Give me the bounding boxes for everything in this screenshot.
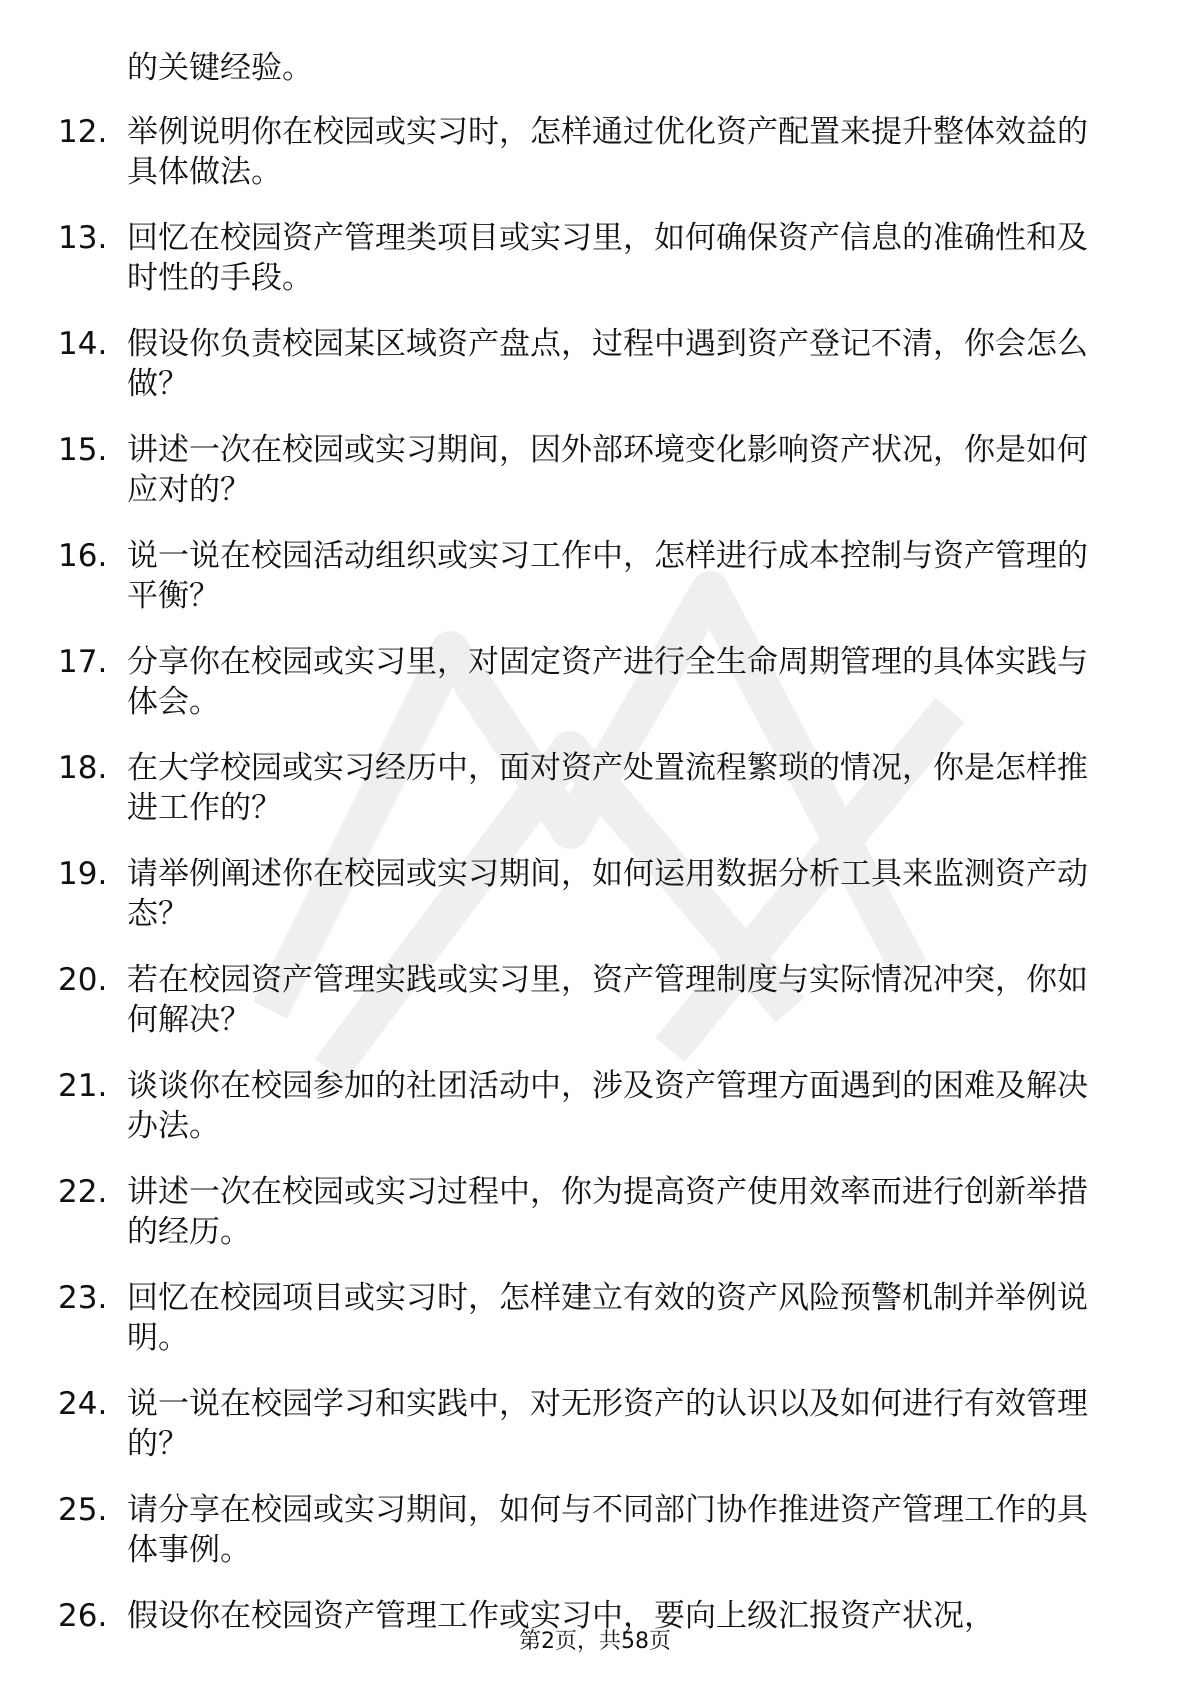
question-item [0,218,1190,314]
question-text: 讲述一次在校园或实习期间，因外部环境变化影响资产状况，你是如何应对的？ [127,432,1088,508]
continuation-text: 的关键经验。 [127,50,313,86]
question-item [0,536,1190,632]
question-text: 假设你在校园资产管理工作或实习中，要向上级汇报资产状况， [127,1598,995,1634]
question-text: 说一说在校园学习和实践中，对无形资产的认识以及如何进行有效管理的？ [127,1386,1088,1462]
question-item [0,960,1190,1056]
question-text: 若在校园资产管理实践或实习里，资产管理制度与实际情况冲突，你如何解决？ [127,962,1088,1038]
question-text: 回忆在校园项目或实习时，怎样建立有效的资产风险预警机制并举例说明。 [127,1280,1088,1356]
question-item [0,854,1190,950]
question-text: 说一说在校园活动组织或实习工作中，怎样进行成本控制与资产管理的平衡？ [127,538,1088,614]
question-text: 在大学校园或实习经历中，面对资产处置流程繁琐的情况，你是怎样推进工作的？ [127,750,1088,826]
page-footer: 第2页，共58页 [519,1629,671,1654]
question-list [0,112,1190,1702]
question-item [0,1490,1190,1586]
question-item [0,1066,1190,1162]
question-number: 20. [58,962,108,998]
question-number: 26. [58,1598,108,1634]
question-text: 谈谈你在校园参加的社团活动中，涉及资产管理方面遇到的困难及解决办法。 [127,1068,1088,1144]
question-number: 12. [58,114,108,150]
question-text: 分享你在校园或实习里，对固定资产进行全生命周期管理的具体实践与体会。 [127,644,1088,720]
question-text: 请分享在校园或实习期间，如何与不同部门协作推进资产管理工作的具体事例。 [127,1492,1088,1568]
question-number: 19. [58,856,108,892]
question-number: 16. [58,538,108,574]
question-text: 回忆在校园资产管理类项目或实习里，如何确保资产信息的准确性和及时性的手段。 [127,220,1088,296]
question-number: 13. [58,220,108,256]
question-item [0,1384,1190,1480]
question-item [0,112,1190,208]
question-number: 22. [58,1174,108,1210]
question-item [0,1172,1190,1268]
question-item [0,642,1190,738]
question-text: 假设你负责校园某区域资产盘点，过程中遇到资产登记不清，你会怎么做？ [127,326,1088,402]
question-text: 举例说明你在校园或实习时，怎样通过优化资产配置来提升整体效益的具体做法。 [127,114,1088,190]
question-number: 15. [58,432,108,468]
question-number: 23. [58,1280,108,1316]
question-item [0,430,1190,526]
question-number: 18. [58,750,108,786]
question-number: 17. [58,644,108,680]
question-item [0,1278,1190,1374]
question-item [0,748,1190,844]
question-item [0,324,1190,420]
question-number: 24. [58,1386,108,1422]
question-text: 讲述一次在校园或实习过程中，你为提高资产使用效率而进行创新举措的经历。 [127,1174,1088,1250]
question-number: 14. [58,326,108,362]
question-text: 请举例阐述你在校园或实习期间，如何运用数据分析工具来监测资产动态？ [127,856,1088,932]
question-number: 21. [58,1068,108,1104]
question-number: 25. [58,1492,108,1528]
